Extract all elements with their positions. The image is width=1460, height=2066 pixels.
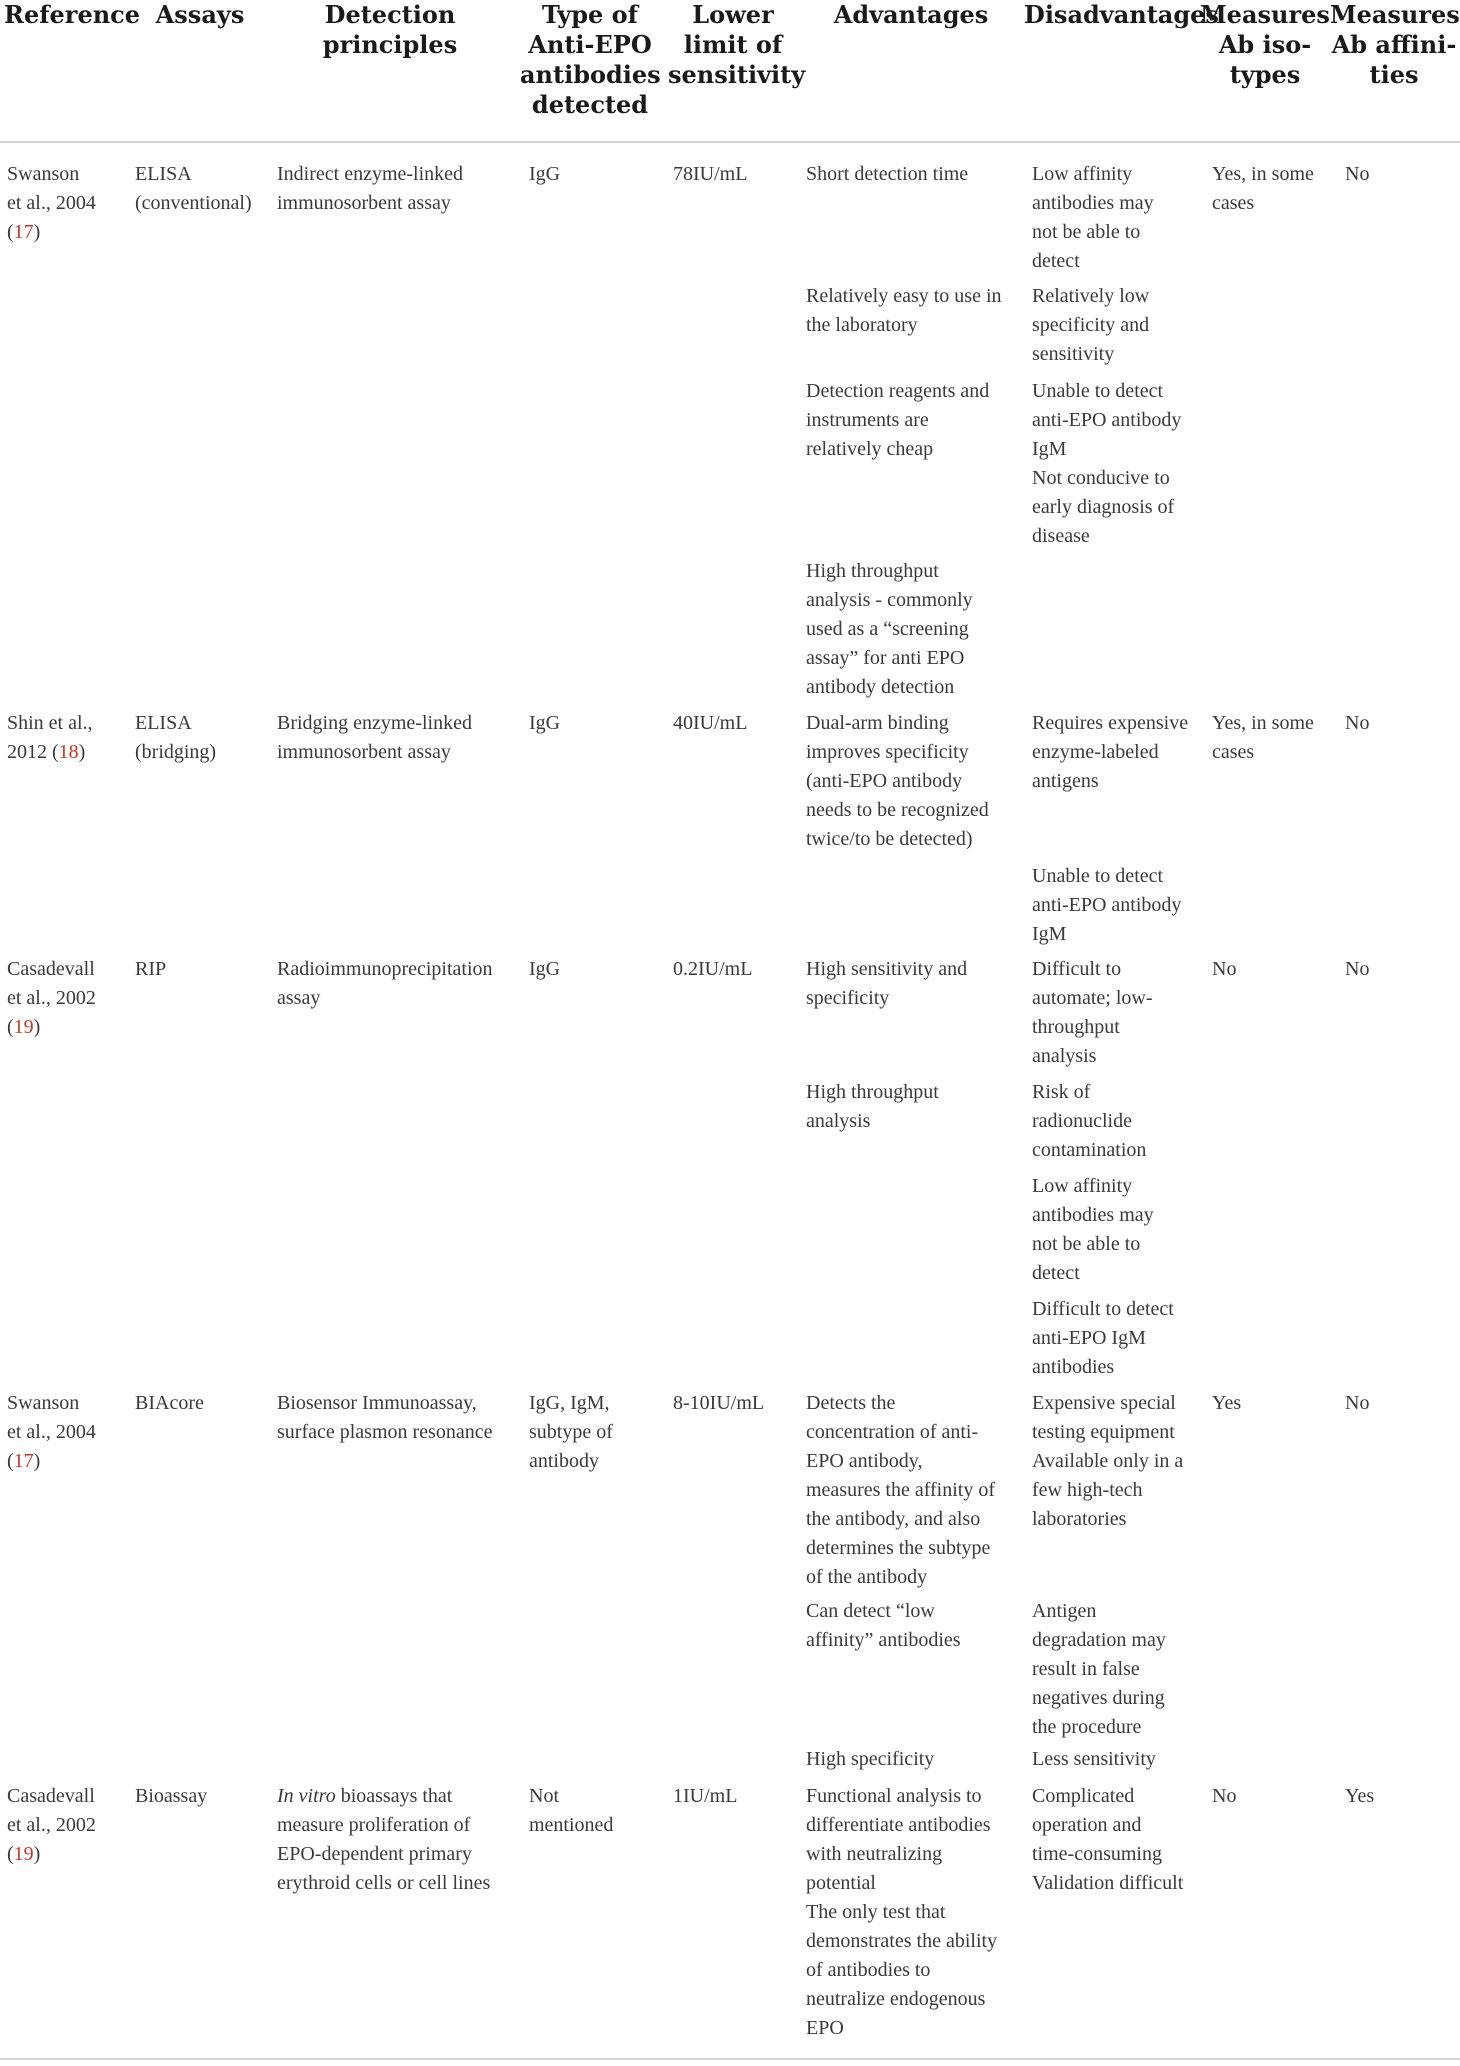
disadvantage-item: Expensive special testing equipment Available only in a few high-tech laboratories bbox=[1032, 1392, 1184, 1530]
advantage-item: Dual-arm binding improves specificity (anti-EPO antibody needs to be recognized twice/to be detected) bbox=[806, 712, 989, 850]
sensitivity-limit: 1IU/mL bbox=[673, 1785, 738, 1807]
principle-italic: In vitro bbox=[277, 1785, 336, 1807]
advantage-item: High throughput analysis - commonly used as a “screening assay” for anti EPO antibody detection bbox=[806, 560, 973, 698]
antibody-type: IgG bbox=[529, 958, 561, 980]
measures-affinities: No bbox=[1345, 958, 1370, 980]
antibody-type: Not mentioned bbox=[529, 1785, 614, 1836]
sensitivity-limit: 0.2IU/mL bbox=[673, 958, 753, 980]
header-measures-affinities: Measures Ab affini- ties bbox=[1330, 0, 1460, 89]
measures-affinities: No bbox=[1345, 163, 1370, 185]
citation-link[interactable]: 18 bbox=[58, 741, 79, 763]
citation-link[interactable]: 19 bbox=[13, 1016, 34, 1038]
advantage-item: Can detect “low affinity” antibodies bbox=[806, 1600, 961, 1651]
advantage-item: Functional analysis to differentiate antibodies with neutralizing potential The only test that demonstrates the ability of antibodies to neutralize endogenous EPO bbox=[806, 1785, 998, 2039]
measures-affinities: No bbox=[1345, 712, 1370, 734]
reference-text: Casadevall et al., 2002 ( bbox=[7, 958, 96, 1038]
disadvantage-item: Risk of radionuclide contamination bbox=[1032, 1081, 1147, 1161]
header-disadvantages: Disadvantages bbox=[1024, 0, 1219, 29]
reference-text: Shin et al., 2012 ( bbox=[7, 712, 93, 763]
assay-name: RIP bbox=[135, 958, 167, 980]
disadvantage-item: Difficult to detect anti-EPO IgM antibodies bbox=[1032, 1298, 1174, 1378]
citation-link[interactable]: 17 bbox=[13, 221, 34, 243]
table-bottom-divider bbox=[0, 2058, 1460, 2060]
disadvantage-item: Complicated operation and time-consuming Validation difficult bbox=[1032, 1785, 1184, 1894]
disadvantage-item: Difficult to automate; low- throughput analysis bbox=[1032, 958, 1153, 1067]
detection-principle: Bridging enzyme-linked immunosorbent assay bbox=[277, 712, 472, 763]
assay-name: ELISA (bridging) bbox=[135, 712, 217, 763]
detection-principle: Biosensor Immunoassay, surface plasmon resonance bbox=[277, 1392, 493, 1443]
disadvantage-item: Requires expensive enzyme-labeled antigens bbox=[1032, 712, 1189, 792]
measures-isotypes: Yes, in some cases bbox=[1212, 712, 1314, 763]
citation-link[interactable]: 19 bbox=[13, 1843, 34, 1865]
table-row-reference bbox=[7, 1782, 96, 1869]
sensitivity-limit: 40IU/mL bbox=[673, 712, 748, 734]
header-advantages: Advantages bbox=[833, 0, 989, 29]
header-divider bbox=[0, 141, 1460, 143]
advantage-item: Detection reagents and instruments are relatively cheap bbox=[806, 380, 990, 460]
header-reference: Reference bbox=[4, 0, 141, 29]
measures-isotypes: Yes bbox=[1212, 1392, 1242, 1414]
advantage-item: Short detection time bbox=[806, 163, 969, 185]
principle-text: bioassays that measure proliferation of EPO-dependent primary erythroid cells or cell lines bbox=[277, 1785, 491, 1894]
disadvantage-item: Less sensitivity bbox=[1032, 1748, 1156, 1770]
header-sensitivity-limit: Lower limit of sensitivity bbox=[668, 0, 806, 89]
disadvantage-item: Low affinity antibodies may not be able to detect bbox=[1032, 163, 1154, 272]
advantage-item: High throughput analysis bbox=[806, 1081, 939, 1132]
advantage-item: Detects the concentration of anti- EPO antibody, measures the affinity of the antibody, and also determines the subtype of the antibody bbox=[806, 1392, 996, 1588]
advantage-item: Relatively easy to use in the laboratory bbox=[806, 285, 1002, 336]
measures-affinities: Yes bbox=[1345, 1785, 1375, 1807]
reference-close: ) bbox=[33, 1016, 41, 1038]
table-row-reference bbox=[7, 955, 96, 1042]
reference-close: ) bbox=[33, 221, 41, 243]
disadvantage-item: Relatively low specificity and sensitivity bbox=[1032, 285, 1150, 365]
citation-link[interactable]: 17 bbox=[13, 1450, 34, 1472]
disadvantage-item: Antigen degradation may result in false negatives during the procedure bbox=[1032, 1600, 1166, 1738]
measures-isotypes: No bbox=[1212, 958, 1237, 980]
measures-isotypes: No bbox=[1212, 1785, 1237, 1807]
sensitivity-limit: 78IU/mL bbox=[673, 163, 748, 185]
disadvantage-item: Unable to detect anti-EPO antibody IgM bbox=[1032, 865, 1182, 945]
detection-principle: Radioimmunoprecipitation assay bbox=[277, 958, 493, 1009]
reference-text: Casadevall et al., 2002 ( bbox=[7, 1785, 96, 1865]
antibody-type: IgG, IgM, subtype of antibody bbox=[529, 1392, 613, 1472]
disadvantage-item: Unable to detect anti-EPO antibody IgM Not conducive to early diagnosis of disease bbox=[1032, 380, 1182, 547]
antibody-type: IgG bbox=[529, 712, 561, 734]
header-detection-principles: Detection principles bbox=[322, 0, 458, 59]
assay-name: ELISA (conventional) bbox=[135, 163, 252, 214]
disadvantage-item: Low affinity antibodies may not be able to detect bbox=[1032, 1175, 1154, 1284]
measures-affinities: No bbox=[1345, 1392, 1370, 1414]
reference-close: ) bbox=[78, 741, 86, 763]
reference-text: Swanson et al., 2004 ( bbox=[7, 1392, 96, 1472]
detection-principle: Indirect enzyme-linked immunosorbent assay bbox=[277, 163, 464, 214]
advantage-item: High sensitivity and specificity bbox=[806, 958, 968, 1009]
detection-principle bbox=[277, 1782, 490, 1898]
advantage-item: High specificity bbox=[806, 1748, 935, 1770]
antibody-type: IgG bbox=[529, 163, 561, 185]
sensitivity-limit: 8-10IU/mL bbox=[673, 1392, 765, 1414]
reference-close: ) bbox=[33, 1450, 41, 1472]
reference-close: ) bbox=[33, 1843, 41, 1865]
header-antibody-type: Type of Anti-EPO antibodies detected bbox=[520, 0, 661, 119]
header-assays: Assays bbox=[155, 0, 245, 29]
table-row-reference bbox=[7, 160, 96, 247]
table-row-reference bbox=[7, 1389, 96, 1476]
assay-name: Bioassay bbox=[135, 1785, 208, 1807]
header-measures-isotypes: Measures Ab iso- types bbox=[1200, 0, 1330, 89]
assay-name: BIAcore bbox=[135, 1392, 204, 1414]
measures-isotypes: Yes, in some cases bbox=[1212, 163, 1314, 214]
table-row-reference bbox=[7, 709, 93, 767]
reference-text: Swanson et al., 2004 ( bbox=[7, 163, 96, 243]
